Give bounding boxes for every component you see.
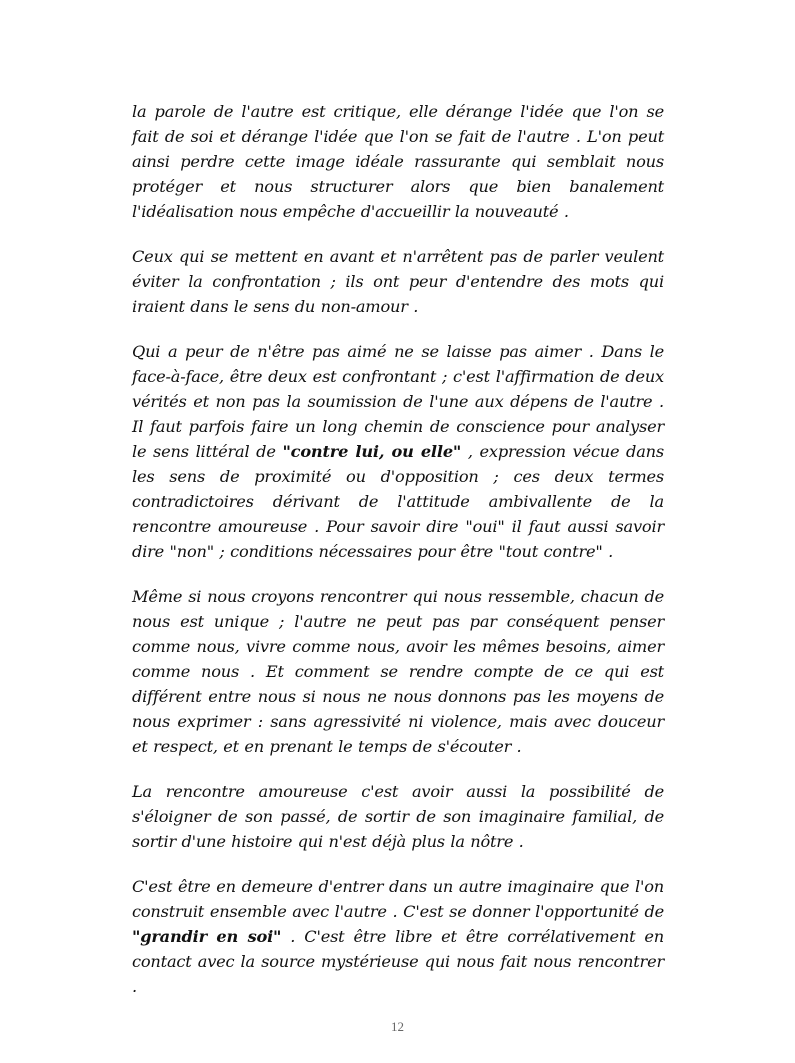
- paragraph-2-text: Ceux qui se mettent en avant et n'arrêtent pas de parler veulent éviter la confrontation ; ils ont peur d'entendre des mots qui iraient dans le sens du non-amour .: [132, 247, 664, 316]
- paragraph-5: [132, 779, 664, 854]
- paragraph-4-text: Même si nous croyons rencontrer qui nous ressemble, chacun de nous est unique ; l'autre ne peut pas par conséquent penser comme nous, vivre comme nous, avoir les mêmes besoins, aimer comme nous . Et comment se rendre compte de ce qui est différent entre nous si nous ne nous donnons pas les moyens de nous exprimer : sans agressivité ni violence, mais avec douceur et respect, et en prenant le temps de s'écouter .: [132, 587, 664, 756]
- paragraph-3-text-start: Qui a peur de n'être pas aimé ne se laisse pas aimer . Dans le face-à-face, être deux est confrontant ; c'est l'affirmation de deux vérités et non pas la soumission de l'une aux dépens de l'autre . Il faut parfois faire un long chemin de conscience pour analyser le sens littéral de: [132, 342, 664, 461]
- paragraph-6-text-start: C'est être en demeure d'entrer dans un autre imaginaire que l'on construit ensemble avec l'autre . C'est se donner l'opportunité de: [132, 877, 664, 921]
- paragraph-6: [132, 874, 664, 999]
- page-number: 12: [391, 1019, 404, 1034]
- paragraph-2: [132, 244, 664, 319]
- document-body: [132, 99, 664, 1019]
- paragraph-3-bold-quote: "contre lui, ou elle": [282, 442, 462, 461]
- paragraph-4: [132, 584, 664, 759]
- paragraph-6-text-end: . C'est être libre et être corrélativement en contact avec la source mystérieuse qui nous fait nous rencontrer .: [132, 927, 665, 996]
- paragraph-5-text: La rencontre amoureuse c'est avoir aussi la possibilité de s'éloigner de son passé, de sortir de son imaginaire familial, de sortir d'une histoire qui n'est déjà plus la nôtre .: [132, 782, 664, 851]
- paragraph-3: [132, 339, 664, 564]
- paragraph-6-bold-quote: "grandir en soi": [132, 927, 282, 946]
- paragraph-1-text: la parole de l'autre est critique, elle dérange l'idée que l'on se fait de soi et dérange l'idée que l'on se fait de l'autre . L'on peut ainsi perdre cette image idéale rassurante qui semblait nous protéger et nous structurer alors que bien banalement l'idéalisation nous empêche d'accueillir la nouveauté .: [132, 102, 664, 221]
- paragraph-3-text-end: , expression vécue dans les sens de proximité ou d'opposition ; ces deux termes contradictoires dérivant de l'attitude ambivallente de la rencontre amoureuse . Pour savoir dire "oui" il faut aussi savoir dire "non" ; conditions nécessaires pour être "tout contre" .: [132, 442, 665, 561]
- paragraph-1: [132, 99, 664, 224]
